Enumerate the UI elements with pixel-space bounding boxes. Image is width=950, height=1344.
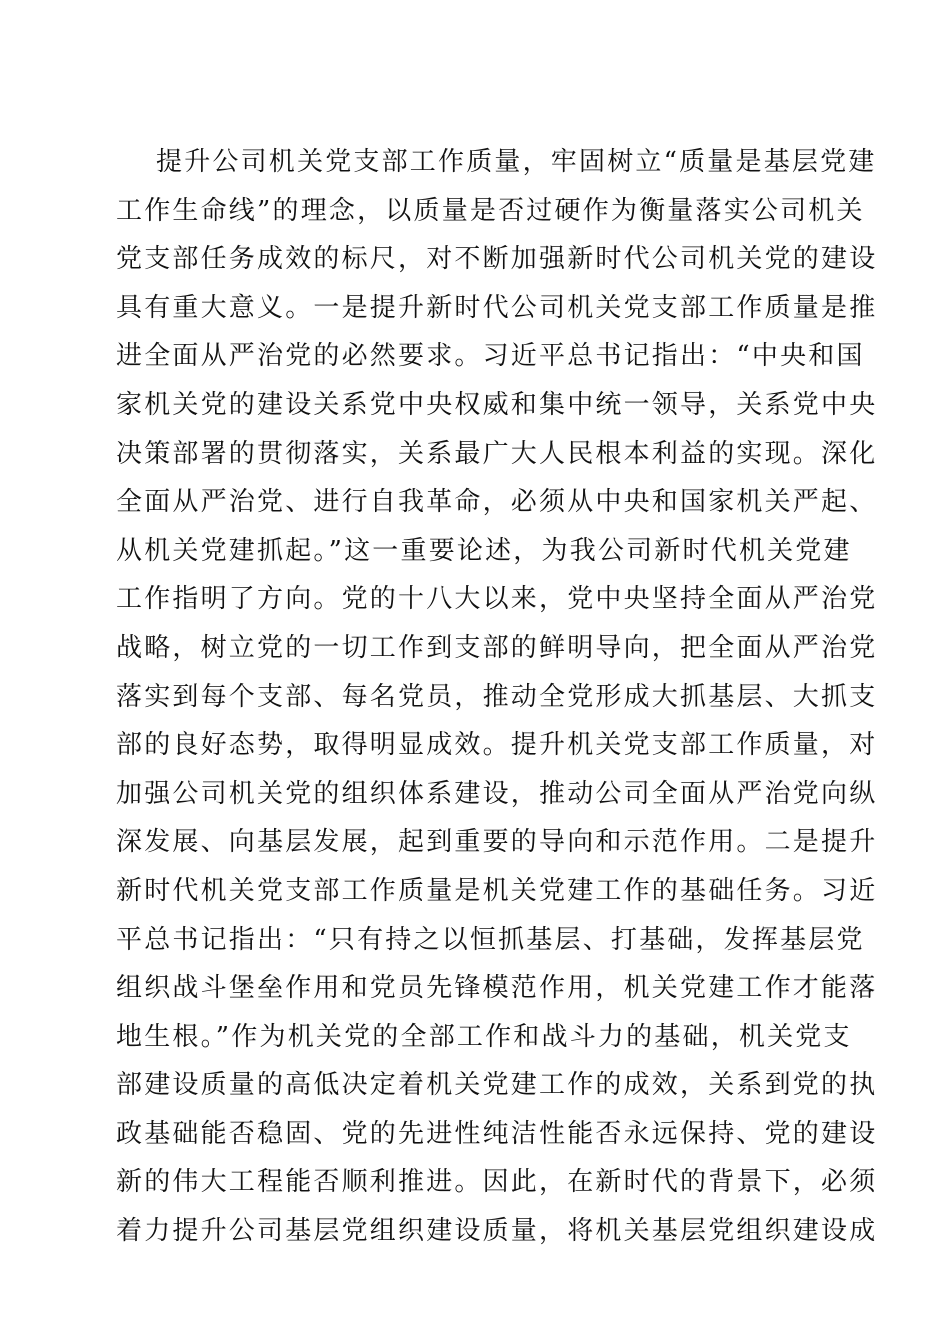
paragraph-line: 工作生命线”的理念，以质量是否过硬作为衡量落实公司机关 <box>116 195 865 226</box>
paragraph-line: 提升公司机关党支部工作质量，牢固树立“质量是基层党建 <box>156 147 877 177</box>
paragraph-line: 部的良好态势，取得明显成效。提升机关党支部工作质量，对 <box>116 730 878 761</box>
paragraph-line: 平总书记指出：“只有持之以恒抓基层、打基础，发挥基层党 <box>116 924 865 955</box>
paragraph-line: 决策部署的贯彻落实，关系最广大人民根本利益的实现。深化 <box>116 438 878 469</box>
paragraph-line: 进全面从严治党的必然要求。习近平总书记指出：“中央和国 <box>116 341 865 372</box>
paragraph-line: 战略，树立党的一切工作到支部的鲜明导向，把全面从严治党 <box>116 632 878 663</box>
paragraph-line: 工作指明了方向。党的十八大以来，党中央坚持全面从严治党 <box>116 584 878 615</box>
paragraph-line: 新时代机关党支部工作质量是机关党建工作的基础任务。习近 <box>116 875 878 906</box>
paragraph-line: 地生根。”作为机关党的全部工作和战斗力的基础，机关党支 <box>116 1021 852 1052</box>
paragraph-line: 家机关党的建设关系党中央权威和集中统一领导，关系党中央 <box>116 389 878 420</box>
paragraph-line: 深发展、向基层发展，起到重要的导向和示范作用。二是提升 <box>116 827 878 858</box>
paragraph-line: 全面从严治党、进行自我革命，必须从中央和国家机关严起、 <box>116 487 878 518</box>
body-paragraph <box>116 138 878 1256</box>
paragraph-line: 党支部任务成效的标尺，对不断加强新时代公司机关党的建设 <box>116 244 878 275</box>
paragraph-line: 落实到每个支部、每名党员，推动全党形成大抓基层、大抓支 <box>116 681 878 712</box>
paragraph-line: 从机关党建抓起。”这一重要论述，为我公司新时代机关党建 <box>116 535 852 566</box>
paragraph-line: 着力提升公司基层党组织建设质量，将机关基层党组织建设成 <box>116 1216 878 1247</box>
paragraph-line: 部建设质量的高低决定着机关党建工作的成效，关系到党的执 <box>116 1070 878 1101</box>
paragraph-line: 新的伟大工程能否顺利推进。因此，在新时代的背景下，必须 <box>116 1167 878 1198</box>
paragraph-line: 加强公司机关党的组织体系建设，推动公司全面从严治党向纵 <box>116 778 878 809</box>
paragraph-line: 具有重大意义。一是提升新时代公司机关党支部工作质量是推 <box>116 292 878 323</box>
paragraph-line: 政基础能否稳固、党的先进性纯洁性能否永远保持、党的建设 <box>116 1118 878 1149</box>
paragraph-line: 组织战斗堡垒作用和党员先锋模范作用，机关党建工作才能落 <box>116 973 878 1004</box>
